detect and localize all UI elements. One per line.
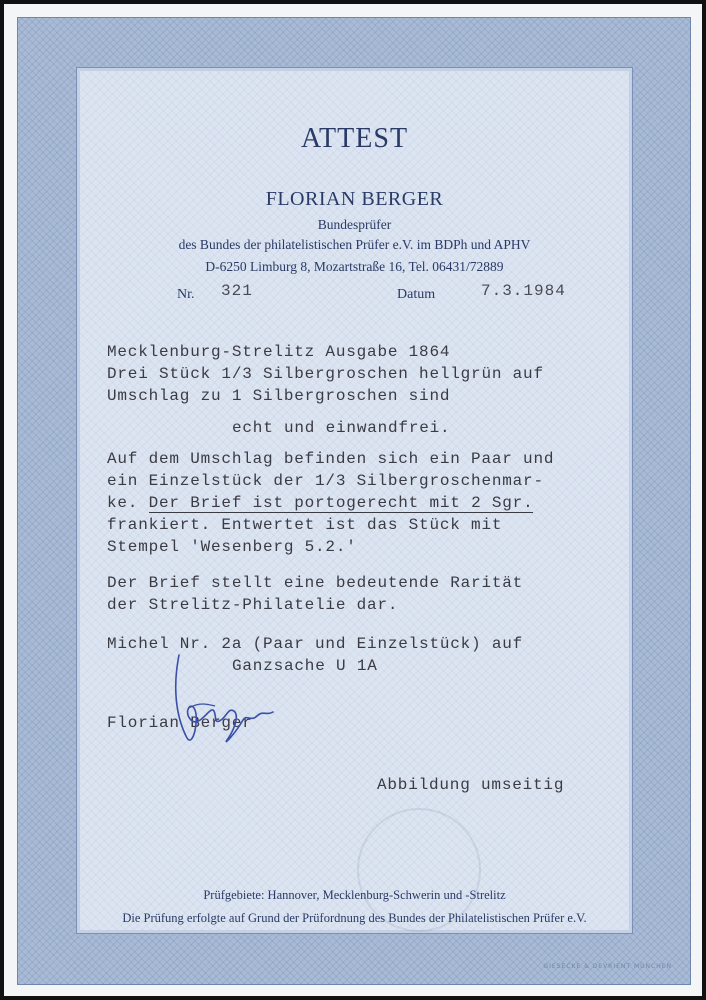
body-line: ke. (107, 494, 139, 512)
underlined-statement: Der Brief ist portogerecht mit 2 Sgr. (148, 494, 534, 512)
page-title: ATTEST (300, 123, 409, 154)
verdict-text: echt und einwandfrei. (232, 419, 451, 437)
body-line: Der Brief stellt eine bedeutende Rarität (107, 574, 524, 592)
datum-label: Datum (397, 287, 436, 302)
body-line: Mecklenburg-Strelitz Ausgabe 1864 (107, 343, 451, 361)
printer-mark: GIESECKE & DEVRIENT MÜNCHEN (543, 963, 672, 970)
guilloche-border (17, 17, 691, 985)
body-line: der Strelitz-Philatelie dar. (107, 596, 399, 614)
body-line: Stempel 'Wesenberg 5.2.' (107, 538, 357, 556)
body-line: Auf dem Umschlag befinden sich ein Paar und (107, 450, 555, 468)
body-line-split (107, 494, 533, 512)
catalog-line: Ganzsache U 1A (232, 657, 378, 675)
catalog-line: Michel Nr. 2a (Paar und Einzelstück) auf (107, 635, 524, 653)
examiner-role: Bundesprüfer (317, 217, 392, 232)
examiner-name: FLORIAN BERGER (265, 188, 444, 210)
handwritten-signature (169, 650, 279, 750)
datum-value: 7.3.1984 (481, 282, 566, 300)
typed-signature: Florian Berger (107, 714, 253, 732)
body-line: Umschlag zu 1 Silbergroschen sind (107, 387, 451, 405)
address-line: D-6250 Limburg 8, Mozartstraße 16, Tel. 06431/72889 (205, 259, 504, 274)
certificate-sheet (4, 4, 702, 996)
association-line: des Bundes der philatelistischen Prüfer e.V. im BDPh und APHV (178, 237, 531, 252)
nr-label: Nr. (177, 287, 195, 302)
body-line: ein Einzelstück der 1/3 Silbergroschenmar- (107, 472, 544, 490)
body-line: frankiert. Entwertet ist das Stück mit (107, 516, 503, 534)
certificate-panel (76, 67, 633, 934)
footer-line: Prüfgebiete: Hannover, Mecklenburg-Schwerin und -Strelitz (203, 888, 506, 902)
nr-value: 321 (221, 282, 253, 300)
body-line: Drei Stück 1/3 Silbergroschen hellgrün auf (107, 365, 544, 383)
footer-line: Die Prüfung erfolgte auf Grund der Prüfordnung des Bundes der Philatelistischen Prüfer e.V. (122, 911, 587, 925)
illustration-note: Abbildung umseitig (377, 776, 565, 794)
